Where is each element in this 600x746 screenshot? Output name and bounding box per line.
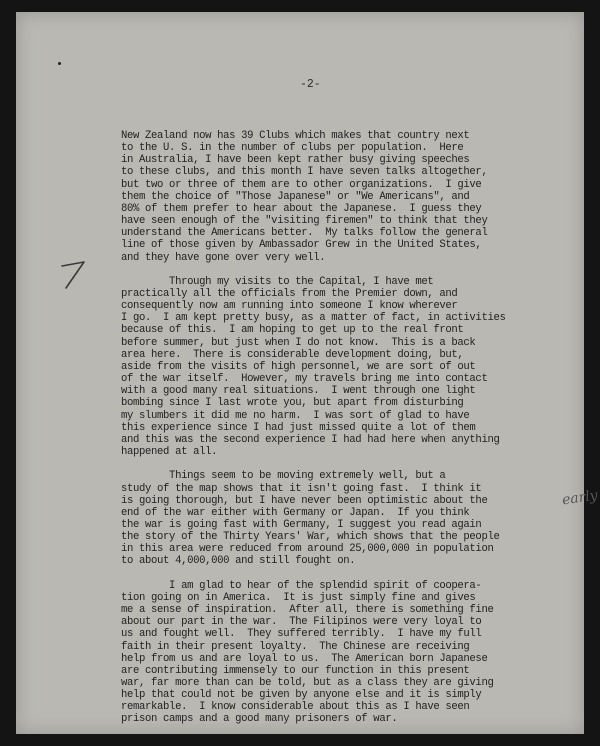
text-line: of the war itself. However, my travels bring me into contact [121,373,488,386]
text-line: this experience since I had just missed quite a lot of them [121,421,476,434]
text-line: tion going on in America. It is just simply fine and gives [121,591,476,604]
ink-dot [58,62,61,65]
document-page [16,12,599,734]
text-line: study of the map shows that it isn't going fast. I think it [121,482,482,495]
text-line: help from us and are loyal to us. The American born Japanese [121,652,488,665]
text-line: practically all the officials from the Premier down, and [121,288,458,301]
text-line: consequently now am running into someone I know wherever [121,300,458,313]
text-line: my slumbers it did me no harm. I was sort of glad to have [121,409,470,422]
paragraph [121,276,581,458]
paragraph-gap [121,458,581,470]
text-line: prison camps and a good many prisoners of war. [121,713,398,726]
text-line: to about 4,000,000 and still fought on. [121,555,356,568]
text-line: understand the Americans better. My talks follow the general [121,227,488,240]
text-line: line of those given by Ambassador Grew in the United States, [121,239,482,252]
text-line: I go. I am kept pretty busy, as a matter of fact, in activities [121,312,506,325]
text-line: and this was the second experience I had had here when anything [121,433,500,446]
text-line: them the choice of "Those Japanese" or "We Americans", and [121,190,470,203]
text-line: about our part in the war. The Filipinos were very loyal to [121,616,482,629]
handwritten-mark-icon [60,244,120,304]
text-line: are contributing immensely to our function in this present [121,664,470,677]
text-line: and they have gone over very well. [121,251,326,264]
text-line: war, far more than can be told, but as a class they are giving [121,676,494,689]
page-number: -2- [300,78,321,91]
text-line: 80% of them prefer to hear about the Japanese. I guess they [121,202,482,215]
text-line: the war is going fast with Germany, I suggest you read again [121,518,482,531]
handwritten-margin-note: early [561,487,599,509]
paragraph [121,130,581,264]
text-line: with a good many real situations. I went through one light [121,385,476,398]
text-line: in Australia, I have been kept rather busy giving speeches [121,154,470,167]
text-line: because of this. I am hoping to get up to the real front [121,324,464,337]
text-line: have seen enough of the "visiting firemen" to think that they [121,215,488,228]
text-line: Things seem to be moving extremely well, but a [121,470,446,483]
text-line: us and fought well. They suffered terribly. I have my full [121,628,482,641]
text-line: help that could not be given by anyone else and it is simply [121,689,482,702]
letter-body [121,130,581,726]
text-line: Through my visits to the Capital, I have met [121,275,434,288]
text-line: in this area were reduced from around 25,000,000 in population [121,543,494,556]
text-line: the story of the Thirty Years' War, which shows that the people [121,531,500,544]
text-line: I am glad to hear of the splendid spirit of coopera- [121,579,482,592]
paragraph [121,470,581,567]
text-line: but two or three of them are to other organizations. I give [121,178,482,191]
text-line: remarkable. I know considerable about this as I have seen [121,701,470,714]
text-line: to the U. S. in the number of clubs per population. Here [121,142,464,155]
text-line: aside from the visits of high personnel, we are sort of out [121,360,476,373]
text-line: end of the war either with Germany or Japan. If you think [121,506,470,519]
text-line: me a sense of inspiration. After all, there is something fine [121,604,494,617]
text-line: is going thorough, but I have never been optimistic about the [121,494,488,507]
text-line: before summer, but just when I do not know. This is a back [121,336,476,349]
text-line: to these clubs, and this month I have seven talks altogether, [121,166,488,179]
text-line: faith in their present loyalty. The Chinese are receiving [121,640,470,653]
paragraph-gap [121,568,581,580]
text-line: happened at all. [121,446,218,459]
text-line: bombing since I last wrote you, but apart from disturbing [121,397,464,410]
paragraph-gap [121,264,581,276]
text-line: New Zealand now has 39 Clubs which makes that country next [121,130,470,142]
text-line: area here. There is considerable development doing, but, [121,348,464,361]
paragraph [121,580,581,726]
